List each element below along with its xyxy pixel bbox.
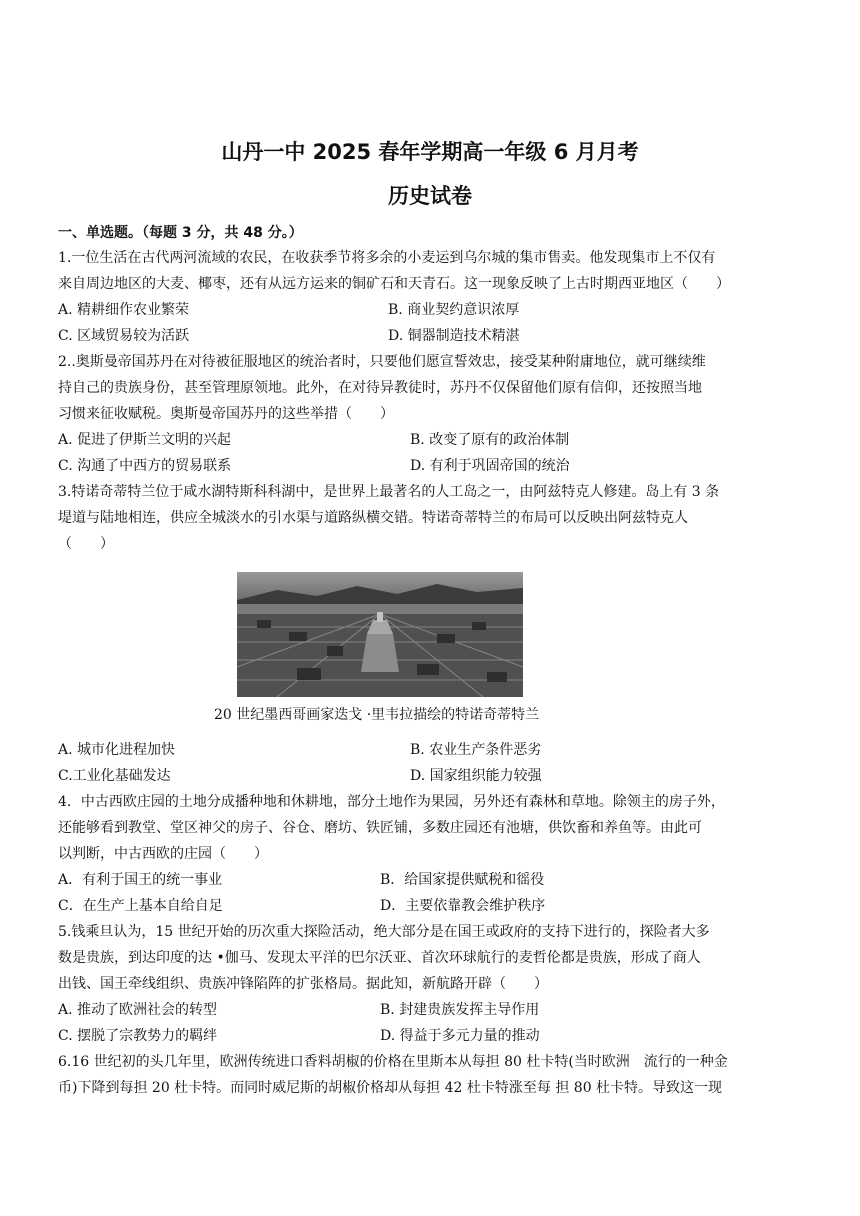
q5-line-3: 出钱、国王牵线组织、贵族冲锋陷阵的扩张格局。据此知，新航路开辟（ ） <box>58 976 548 992</box>
q2-option-d: D. 有利于巩固帝国的统治 <box>410 458 570 474</box>
q6-line-1: 6.16 世纪初的头几年里，欧洲传统进口香料胡椒的价格在里斯本从每担 80 杜卡特(当时欧洲 流行的一种金 <box>58 1054 728 1070</box>
q4-option-a: A．有利于国王的统一事业 <box>58 872 223 888</box>
exam-subtitle: 历史试卷 <box>388 184 472 208</box>
q6-line-2: 币)下降到每担 20 杜卡特。而同时威尼斯的胡椒价格却从每担 42 杜卡特涨至每 担 80 杜卡特。导致这一现 <box>58 1080 723 1096</box>
q5-option-d: D. 得益于多元力量的推动 <box>380 1028 540 1044</box>
q1-line-2: 来自周边地区的大麦、椰枣，还有从远方运来的铜矿石和天青石。这一现象反映了上古时期西亚地区（ ） <box>58 276 730 292</box>
tenochtitlan-painting <box>237 572 523 697</box>
exam-title: 山丹一中 2025 春年学期高一年级 6 月月考 <box>221 140 639 164</box>
q2-line-1: 2..奥斯曼帝国苏丹在对待被征服地区的统治者时，只要他们愿宣誓效忠，接受某种附庸地位，就可继续维 <box>58 354 706 370</box>
figure-caption: 20 世纪墨西哥画家迭戈 ·里韦拉描绘的特诺奇蒂特兰 <box>214 707 540 723</box>
painting-illustration <box>237 572 523 697</box>
q1-option-a: A. 精耕细作农业繁荣 <box>58 302 190 318</box>
q5-option-a: A. 推动了欧洲社会的转型 <box>58 1002 218 1018</box>
q4-line-1: 4．中古西欧庄园的土地分成播种地和休耕地，部分土地作为果园，另外还有森林和草地。除领主的房子外， <box>58 794 725 810</box>
section-heading: 一、单选题。（每题 3 分，共 48 分。） <box>58 225 303 241</box>
q3-line-1: 3.特诺奇蒂特兰位于咸水湖特斯科科湖中，是世界上最著名的人工岛之一，由阿兹特克人修建。岛上有 3 条 <box>58 484 720 500</box>
q5-line-2: 数是贵族，到达印度的达 •伽马、发现太平洋的巴尔沃亚、首次环球航行的麦哲伦都是贵族，形成了商人 <box>58 950 701 966</box>
q2-option-c: C. 沟通了中西方的贸易联系 <box>58 458 232 474</box>
q2-line-2: 持自己的贵族身份，甚至管理原领地。此外，在对待异教徒时，苏丹不仅保留他们原有信仰，还按照当地 <box>58 380 702 396</box>
q3-option-a: A. 城市化进程加快 <box>58 742 176 758</box>
q3-line-3: （ ） <box>58 536 114 552</box>
q2-option-b: B. 改变了原有的政治体制 <box>410 432 570 448</box>
q2-line-3: 习惯来征收赋税。奥斯曼帝国苏丹的这些举措（ ） <box>58 406 394 422</box>
q3-line-2: 堤道与陆地相连，供应全城淡水的引水渠与道路纵横交错。特诺奇蒂特兰的布局可以反映出阿兹特克人 <box>58 510 688 526</box>
q4-line-3: 以判断，中古西欧的庄园（ ） <box>58 846 268 862</box>
q3-option-b: B. 农业生产条件恶劣 <box>410 742 542 758</box>
q4-line-2: 还能够看到教堂、堂区神父的房子、谷仓、磨坊、铁匠铺，多数庄园还有池塘，供饮畜和养鱼等。由此可 <box>58 820 702 836</box>
q5-line-1: 5.钱乘旦认为，15 世纪开始的历次重大探险活动，绝大部分是在国王或政府的支持下进行的，探险者大多 <box>58 924 710 940</box>
q1-line-1: 1.一位生活在古代两河流域的农民，在收获季节将多余的小麦运到乌尔城的集市售卖。他发现集市上不仅有 <box>58 250 716 266</box>
q5-option-b: B. 封建贵族发挥主导作用 <box>380 1002 540 1018</box>
q1-option-c: C. 区域贸易较为活跃 <box>58 328 190 344</box>
q3-option-c: C.工业化基础发达 <box>58 768 171 784</box>
q5-option-c: C. 摆脱了宗教势力的羁绊 <box>58 1028 218 1044</box>
q1-option-d: D. 铜器制造技术精湛 <box>388 328 520 344</box>
q1-option-b: B. 商业契约意识浓厚 <box>388 302 520 318</box>
q4-option-d: D．主要依靠教会维护秩序 <box>380 898 546 914</box>
q3-option-d: D. 国家组织能力较强 <box>410 768 542 784</box>
q2-option-a: A. 促进了伊斯兰文明的兴起 <box>58 432 232 448</box>
q4-option-b: B．给国家提供赋税和徭役 <box>380 872 545 888</box>
q4-option-c: C．在生产上基本自给自足 <box>58 898 223 914</box>
